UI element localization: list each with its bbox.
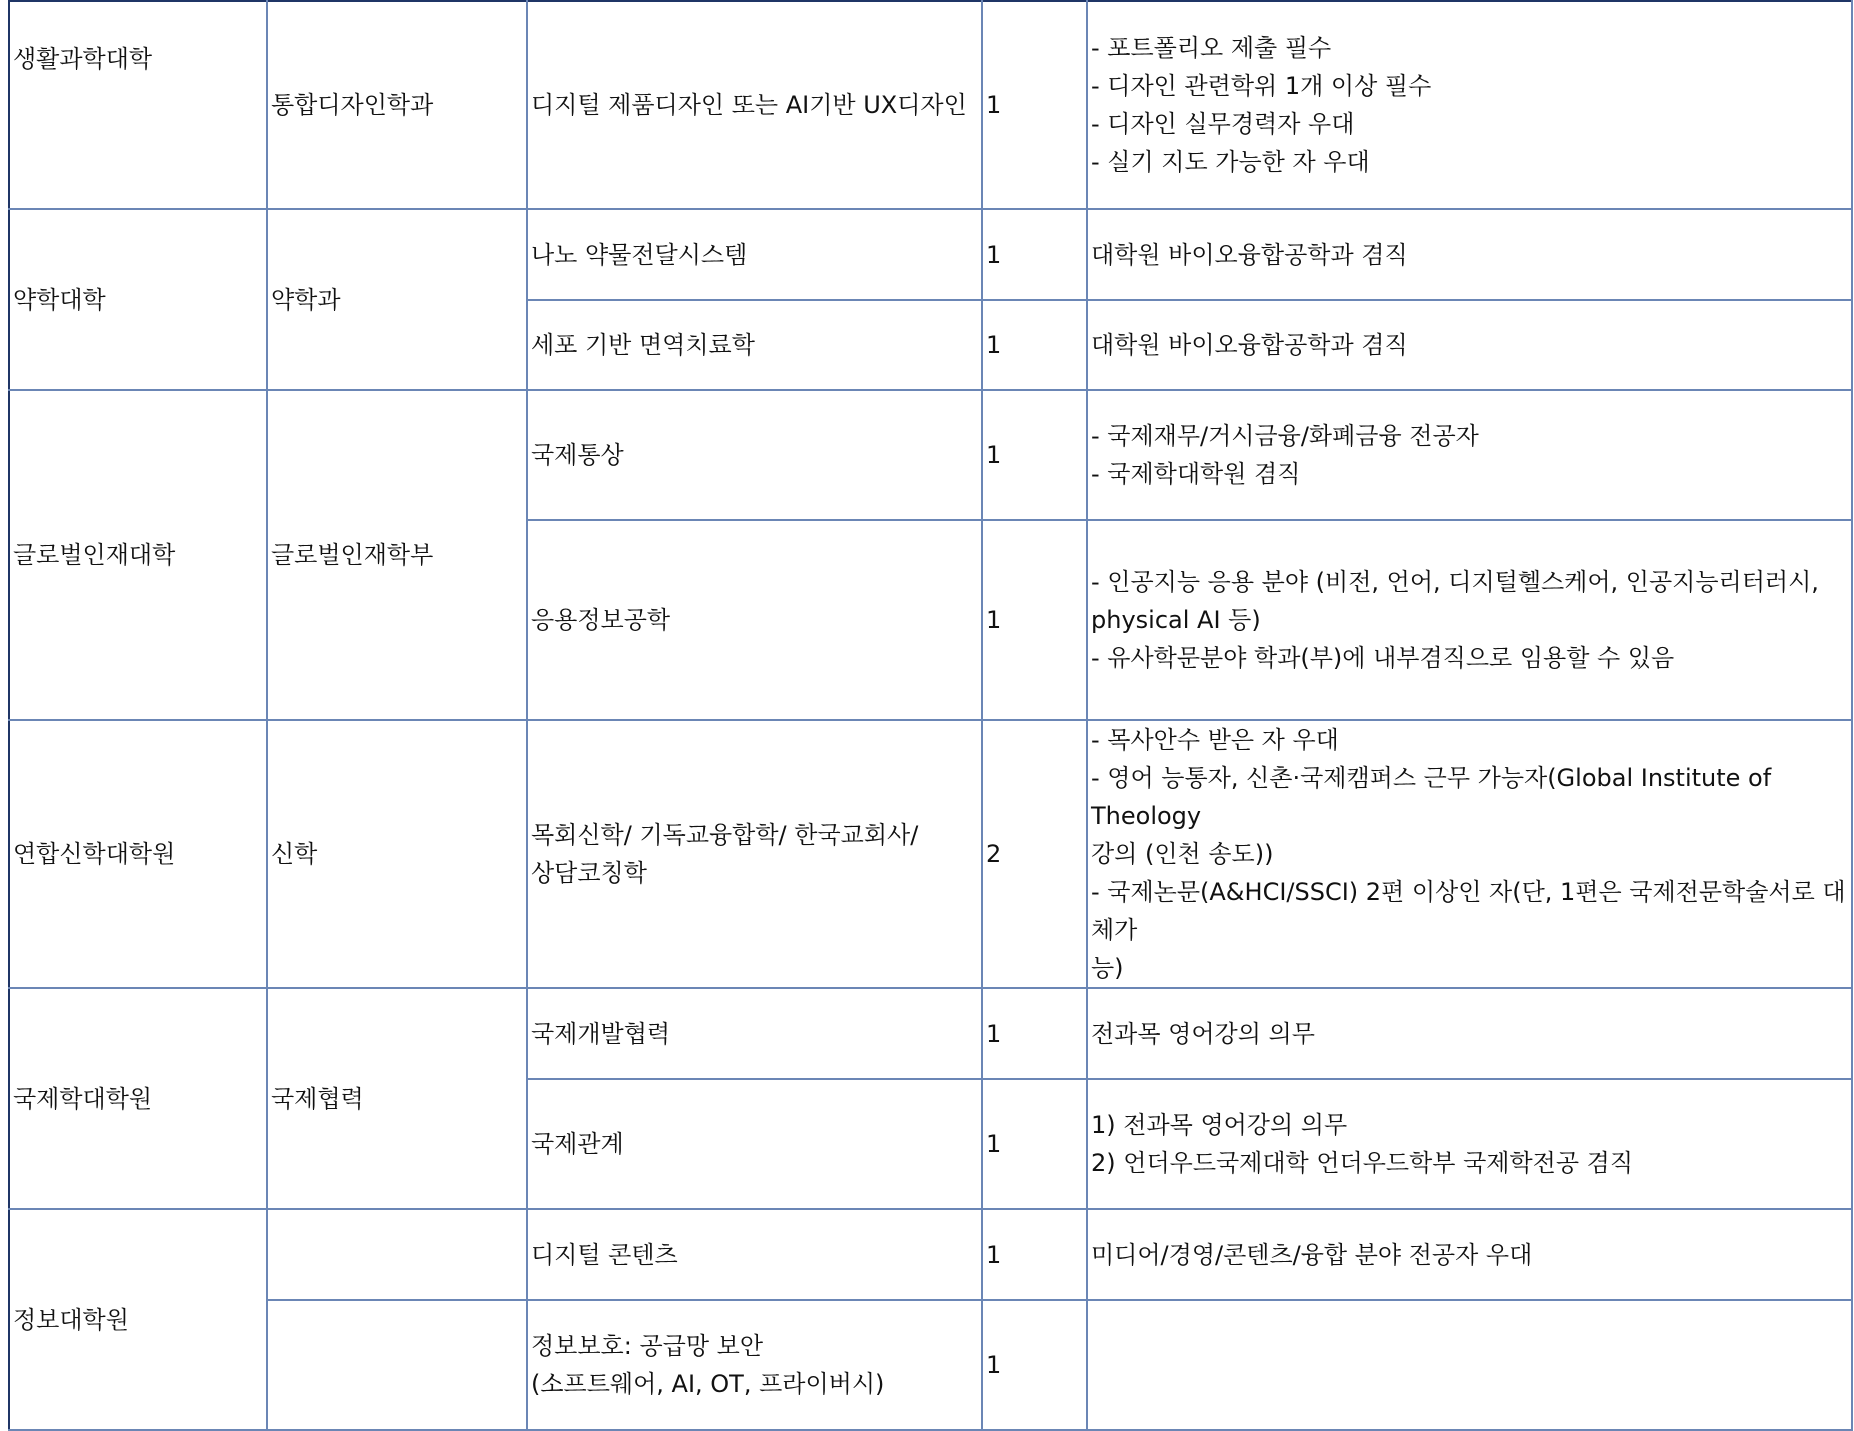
field-cell: 국제개발협력 — [527, 988, 982, 1079]
department-cell — [267, 1300, 527, 1430]
count-cell: 1 — [982, 520, 1087, 720]
college-cell: 연합신학대학원 — [9, 720, 267, 988]
college-cell: 정보대학원 — [9, 1209, 267, 1430]
college-cell: 글로벌인재대학 — [9, 390, 267, 720]
count-cell: 1 — [982, 1300, 1087, 1430]
department-cell: 글로벌인재학부 — [267, 390, 527, 720]
table-row — [9, 209, 1852, 300]
department-cell: 약학과 — [267, 209, 527, 390]
notes-cell: - 포트폴리오 제출 필수 - 디자인 관련학위 1개 이상 필수 - 디자인 실무경력자 우대 - 실기 지도 가능한 자 우대 — [1087, 1, 1852, 209]
field-cell: 나노 약물전달시스템 — [527, 209, 982, 300]
notes-cell: - 목사안수 받은 자 우대 - 영어 능통자, 신촌·국제캠퍼스 근무 가능자(Global Institute of Theology 강의 (인천 송도)) - 국제논문(A&HCI/SSCI) 2편 이상인 자(단, 1편은 국제전문학술서로 대체가 능) — [1087, 720, 1852, 988]
table-row — [9, 720, 1852, 988]
department-cell: 신학 — [267, 720, 527, 988]
table-row — [9, 988, 1852, 1079]
count-cell: 1 — [982, 1209, 1087, 1300]
table-row — [9, 1, 1852, 209]
count-cell: 1 — [982, 1079, 1087, 1209]
field-cell: 응용정보공학 — [527, 520, 982, 720]
notes-cell: - 국제재무/거시금융/화폐금융 전공자 - 국제학대학원 겸직 — [1087, 390, 1852, 520]
notes-cell: 전과목 영어강의 의무 — [1087, 988, 1852, 1079]
notes-cell: 1) 전과목 영어강의 의무 2) 언더우드국제대학 언더우드학부 국제학전공 겸직 — [1087, 1079, 1852, 1209]
count-cell: 1 — [982, 988, 1087, 1079]
field-cell: 국제관계 — [527, 1079, 982, 1209]
field-cell: 국제통상 — [527, 390, 982, 520]
recruitment-table — [8, 0, 1853, 1431]
table-row — [9, 1209, 1852, 1300]
notes-cell: 대학원 바이오융합공학과 겸직 — [1087, 300, 1852, 390]
count-cell: 1 — [982, 209, 1087, 300]
table-row — [9, 390, 1852, 520]
department-cell: 국제협력 — [267, 988, 527, 1209]
field-cell: 목회신학/ 기독교융합학/ 한국교회사/ 상담코칭학 — [527, 720, 982, 988]
notes-cell: - 인공지능 응용 분야 (비전, 언어, 디지털헬스케어, 인공지능리터러시, physical AI 등) - 유사학문분야 학과(부)에 내부겸직으로 임용할 수 있음 — [1087, 520, 1852, 720]
count-cell: 1 — [982, 390, 1087, 520]
count-cell: 1 — [982, 1, 1087, 209]
college-cell: 국제학대학원 — [9, 988, 267, 1209]
college-cell: 약학대학 — [9, 209, 267, 390]
department-cell — [267, 1209, 527, 1300]
field-cell: 디지털 콘텐츠 — [527, 1209, 982, 1300]
count-cell: 2 — [982, 720, 1087, 988]
department-cell: 통합디자인학과 — [267, 1, 527, 209]
count-cell: 1 — [982, 300, 1087, 390]
notes-cell: 미디어/경영/콘텐츠/융합 분야 전공자 우대 — [1087, 1209, 1852, 1300]
notes-cell — [1087, 1300, 1852, 1430]
field-cell: 세포 기반 면역치료학 — [527, 300, 982, 390]
college-cell: 생활과학대학 — [9, 1, 267, 209]
field-cell: 정보보호: 공급망 보안 (소프트웨어, AI, OT, 프라이버시) — [527, 1300, 982, 1430]
field-cell: 디지털 제품디자인 또는 AI기반 UX디자인 — [527, 1, 982, 209]
notes-cell: 대학원 바이오융합공학과 겸직 — [1087, 209, 1852, 300]
table-row — [9, 1300, 1852, 1430]
